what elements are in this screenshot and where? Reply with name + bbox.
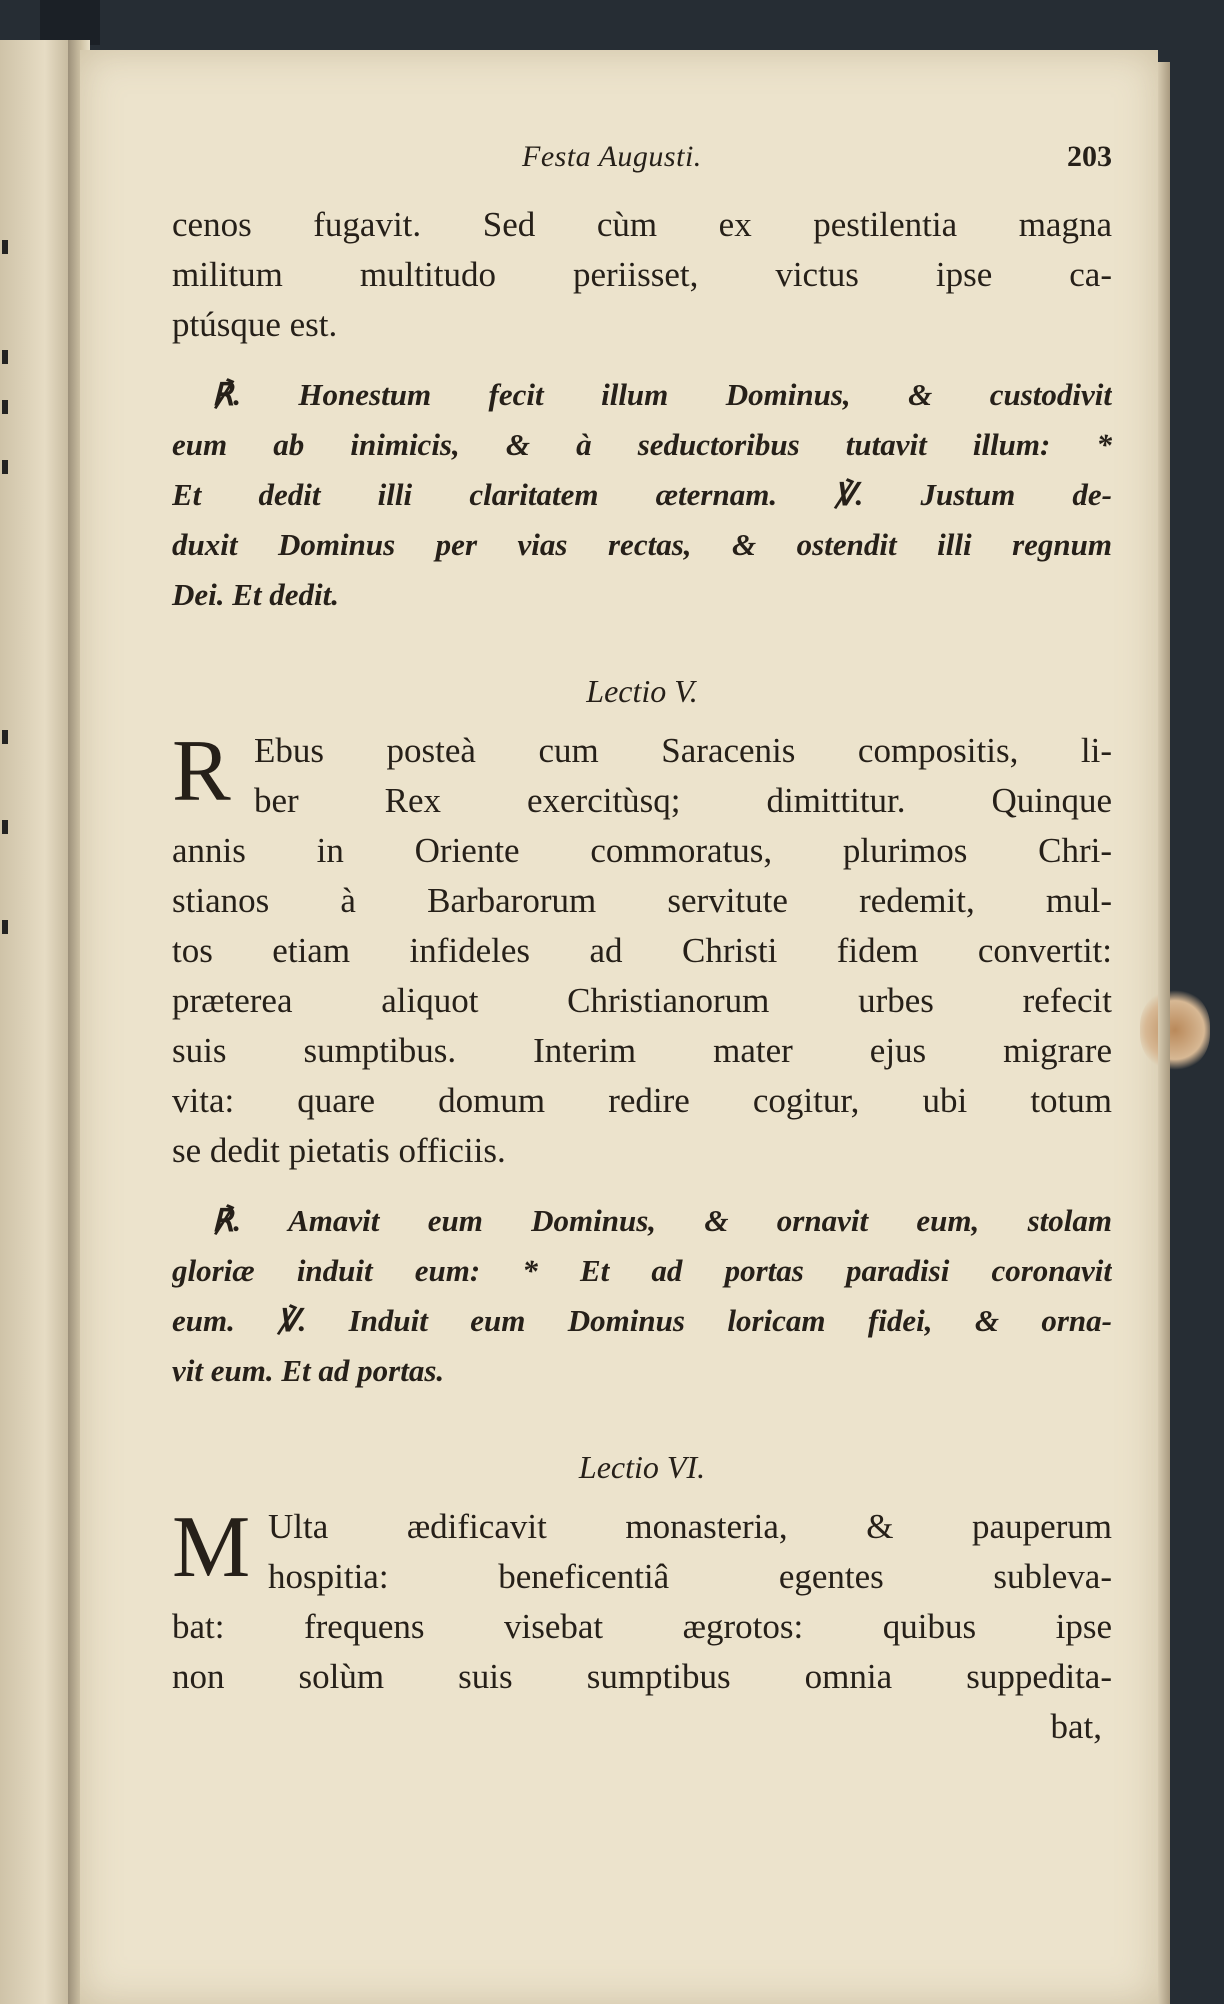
text-line: ber Rex exercitùsq; dimittitur. Quinque <box>254 781 1112 820</box>
ink-mark <box>2 920 8 934</box>
text-line: annis in Oriente commoratus, plurimos Chri- <box>172 831 1112 870</box>
text-line: ptúsque est. <box>172 305 338 344</box>
text-line: cenos fugavit. Sed cùm ex pestilentia magna <box>172 205 1112 244</box>
lectio-5-title: Lectio V. <box>586 673 698 709</box>
book-top-edge <box>40 0 100 45</box>
page-header <box>172 140 1112 200</box>
text-line: Et dedit illi claritatem æternam. ℣. Justum de- <box>172 477 1112 512</box>
text-line: ℟. Honestum fecit illum Dominus, & custodivit <box>212 377 1112 412</box>
lectio-6 <box>172 1499 1112 1752</box>
lectio-4-ending <box>172 200 1112 350</box>
text-line: se dedit pietatis officiis. <box>172 1131 506 1170</box>
text-line: vit eum. Et ad portas. <box>172 1353 445 1388</box>
text-line: vita: quare domum redire cogitur, ubi totum <box>172 1081 1112 1120</box>
text-line: Ebus posteà cum Saracenis compositis, li- <box>254 731 1112 770</box>
text-line: bat: frequens visebat ægrotos: quibus ipse <box>172 1607 1112 1646</box>
text-line: hospitia: beneficentiâ egentes subleva- <box>268 1557 1112 1596</box>
text-line: gloriæ induit eum: * Et ad portas paradisi coronavit <box>172 1253 1112 1288</box>
previous-page-edge <box>0 40 75 2004</box>
text-line: tos etiam infideles ad Christi fidem convertit: <box>172 931 1112 970</box>
ink-mark <box>2 820 8 834</box>
responsory-1 <box>172 370 1112 620</box>
text-line: præterea aliquot Christianorum urbes refecit <box>172 981 1112 1020</box>
responsory-2 <box>172 1196 1112 1396</box>
drop-cap: M <box>172 1499 251 1596</box>
ink-mark <box>2 730 8 744</box>
page-fore-edge <box>1158 62 1170 2004</box>
text-line: ℟. Amavit eum Dominus, & ornavit eum, stolam <box>212 1203 1112 1238</box>
text-line: duxit Dominus per vias rectas, & ostendit illi regnum <box>172 527 1112 562</box>
book-page <box>80 50 1158 2004</box>
text-line: Dei. Et dedit. <box>172 577 340 612</box>
ink-mark <box>2 240 8 254</box>
text-line: militum multitudo periisset, victus ipse ca- <box>172 255 1112 294</box>
lectio-5 <box>172 723 1112 1176</box>
text-block <box>172 140 1112 1752</box>
text-line: eum ab inimicis, & à seductoribus tutavit illum: * <box>172 427 1112 462</box>
paper-stain <box>1140 990 1210 1070</box>
page-number: 203 <box>1067 140 1112 173</box>
running-title: Festa Augusti. <box>522 140 702 173</box>
ink-mark <box>2 350 8 364</box>
text-line: suis sumptibus. Interim mater ejus migrare <box>172 1031 1112 1070</box>
text-line: stianos à Barbarorum servitute redemit, mul- <box>172 881 1112 920</box>
text-line: Ulta ædificavit monasteria, & pauperum <box>268 1507 1112 1546</box>
ink-mark <box>2 460 8 474</box>
lectio-6-title: Lectio VI. <box>578 1449 706 1485</box>
drop-cap: R <box>172 723 231 820</box>
ink-mark <box>2 400 8 414</box>
text-line: eum. ℣. Induit eum Dominus loricam fidei, & orna- <box>172 1303 1112 1338</box>
catchword: bat, <box>1050 1707 1102 1746</box>
text-line: non solùm suis sumptibus omnia suppedita- <box>172 1657 1112 1696</box>
